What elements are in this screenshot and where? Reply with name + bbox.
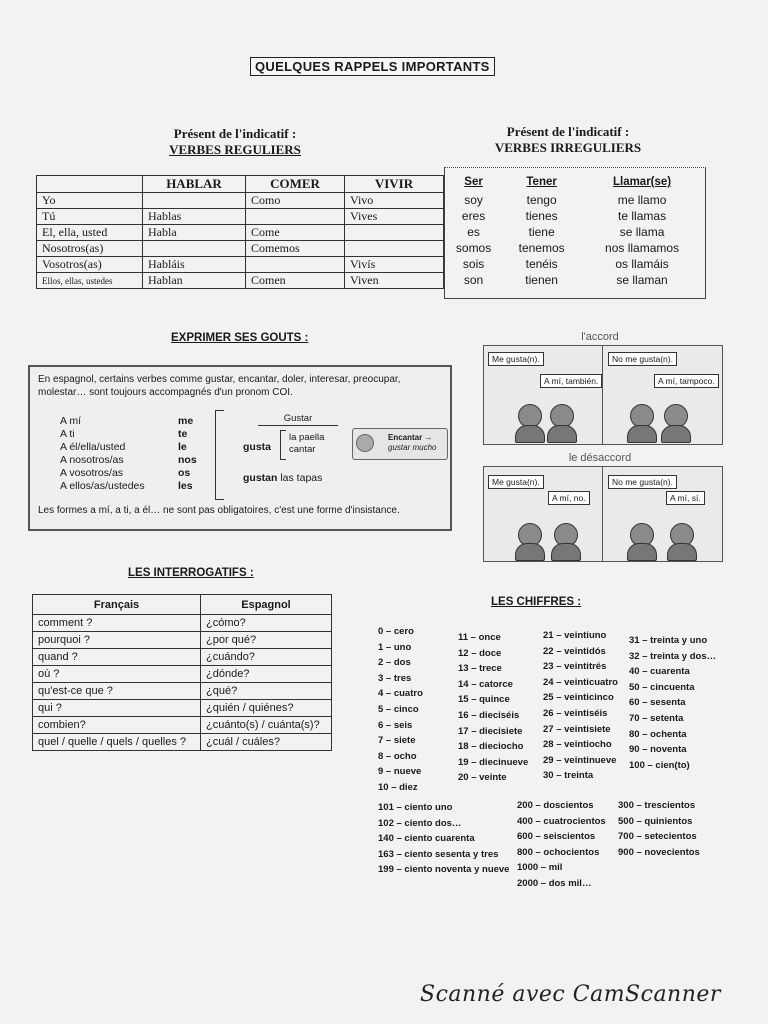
- regular-heading-line1: Présent de l'indicatif :: [173, 126, 297, 141]
- table-cell: somos: [455, 241, 492, 255]
- number-item: 100 – cien(to): [629, 759, 690, 771]
- table-header: Tener: [526, 176, 557, 188]
- number-item: 163 – ciento sesenta y tres: [378, 848, 499, 860]
- speech-bubble: No me gusta(n).: [608, 352, 677, 366]
- pronoun-item: A él/ella/usted: [60, 441, 126, 453]
- table-cell: Como: [246, 193, 345, 209]
- number-item: 32 – treinta y dos…: [629, 650, 717, 662]
- number-item: 15 – quince: [458, 694, 510, 706]
- table-cell: Hablan: [143, 273, 246, 289]
- character-body-icon: [515, 543, 545, 561]
- table-header: HABLAR: [143, 176, 246, 193]
- character-body-icon: [551, 543, 581, 561]
- table-cell: tienen: [525, 273, 558, 287]
- table-cell: [246, 209, 345, 225]
- table-row: [37, 257, 444, 273]
- number-item: 12 – doce: [458, 647, 502, 659]
- table-header: Espagnol: [201, 595, 332, 615]
- speech-bubble: A mí, sí.: [666, 491, 705, 505]
- coi-item: les: [178, 480, 193, 492]
- table-cell: ¿cuánto(s) / cuánta(s)?: [201, 717, 332, 734]
- table-cell: combien?: [33, 717, 201, 734]
- number-item: 700 – setecientos: [618, 831, 697, 843]
- scanner-watermark: Scanné avec CamScanner: [420, 982, 721, 1007]
- irregular-heading-line2: VERBES IRREGULIERS: [494, 140, 642, 155]
- table-cell: qui ?: [33, 700, 201, 717]
- number-item: 20 – veinte: [458, 772, 507, 784]
- accord-cartoon: [483, 345, 723, 445]
- table-header: VIVIR: [345, 176, 444, 193]
- number-item: 9 – nueve: [378, 766, 422, 778]
- table-cell: Comemos: [246, 241, 345, 257]
- speech-bubble: A mí, tampoco.: [654, 374, 719, 388]
- number-item: 80 – ochenta: [629, 728, 687, 740]
- table-cell: eres: [461, 209, 486, 223]
- numbers-col-101-199: [378, 800, 509, 878]
- table-cell: Vives: [345, 209, 444, 225]
- table-cell: ¿qué?: [201, 683, 332, 700]
- table-row: [33, 700, 332, 717]
- bracket-divider: [215, 410, 224, 500]
- table-cell: [143, 193, 246, 209]
- table-header: Ser: [464, 176, 483, 188]
- table-cell: qu'est-ce que ?: [33, 683, 201, 700]
- table-row: [444, 272, 704, 288]
- table-cell: Habla: [143, 225, 246, 241]
- table-cell: [246, 257, 345, 273]
- irregular-heading-line1: Présent de l'indicatif :: [506, 124, 630, 139]
- speech-bubble: Me gusta(n).: [488, 352, 544, 366]
- table-cell: Tú: [37, 209, 143, 225]
- number-item: 16 – dieciséis: [458, 709, 520, 721]
- character-body-icon: [661, 425, 691, 443]
- table-cell: ¿por qué?: [201, 632, 332, 649]
- character-body-icon: [515, 425, 545, 443]
- speech-bubble: A mí, no.: [548, 491, 590, 505]
- number-item: 18 – dieciocho: [458, 741, 524, 753]
- number-item: 400 – cuatrocientos: [517, 815, 606, 827]
- gouts-intro: En espagnol, certains verbes comme gustar, encantar, doler, interesar, preocupar, molestar… sont toujours accompagnés d'un pronom COI.: [38, 374, 401, 398]
- table-cell: sois: [462, 257, 485, 271]
- table-row: [33, 615, 332, 632]
- table-cell: comment ?: [33, 615, 201, 632]
- number-item: 25 – veinticinco: [543, 692, 614, 704]
- number-item: 40 – cuarenta: [629, 666, 690, 678]
- table-header-row: [444, 172, 704, 192]
- number-item: 21 – veintiuno: [543, 630, 607, 641]
- number-item: 50 – cincuenta: [629, 681, 695, 693]
- number-item: 24 – veinticuatro: [543, 676, 618, 688]
- number-item: 1 – uno: [378, 641, 412, 653]
- numbers-col-300-900: [618, 798, 700, 860]
- gusta-bracket: [280, 430, 286, 460]
- character-body-icon: [547, 425, 577, 443]
- number-item: 6 – seis: [378, 719, 413, 731]
- number-item: 1000 – mil: [517, 862, 563, 874]
- table-header: Llamar(se): [612, 176, 672, 188]
- table-cell: se llaman: [616, 273, 668, 287]
- table-cell: Hablas: [143, 209, 246, 225]
- table-row: [444, 192, 704, 208]
- table-row: [33, 717, 332, 734]
- table-cell: [345, 225, 444, 241]
- table-row: [33, 632, 332, 649]
- number-item: 23 – veintitrés: [543, 661, 607, 673]
- table-cell: quel / quelle / quels / quelles ?: [33, 734, 201, 751]
- table-cell: Habláis: [143, 257, 246, 273]
- table-row: [37, 273, 444, 289]
- table-cell: ¿quién / quiénes?: [201, 700, 332, 717]
- regular-heading-line2: VERBES REGULIERS: [169, 142, 301, 157]
- number-item: 11 – once: [458, 632, 501, 643]
- table-cell: ¿cuál / cuáles?: [201, 734, 332, 751]
- number-item: 2000 – dos mil…: [517, 877, 592, 889]
- number-item: 3 – tres: [378, 672, 412, 684]
- table-row: [37, 193, 444, 209]
- number-item: 17 – diecisiete: [458, 725, 523, 737]
- table-row: [444, 256, 704, 272]
- table-row: [444, 208, 704, 224]
- gouts-footnote: Les formes a mí, a ti, a él… ne sont pas obligatoires, c'est une forme d'insistance.: [38, 505, 400, 516]
- table-cell: où ?: [33, 666, 201, 683]
- number-item: 200 – doscientos: [517, 800, 594, 811]
- interrogatifs-table: [32, 594, 332, 751]
- pronoun-item: A mí: [60, 415, 82, 427]
- table-cell: ¿cuándo?: [201, 649, 332, 666]
- gusta-label: gusta: [243, 441, 272, 453]
- table-cell: tengo: [526, 193, 557, 207]
- table-cell: es: [467, 225, 480, 239]
- pronoun-item: A nosotros/as: [60, 454, 124, 466]
- number-item: 31 – treinta y uno: [629, 635, 708, 646]
- table-cell: [345, 241, 444, 257]
- table-cell: Yo: [37, 193, 143, 209]
- desaccord-title: le désaccord: [568, 452, 632, 464]
- number-item: 600 – seiscientos: [517, 831, 596, 843]
- character-body-icon: [667, 543, 697, 561]
- table-cell: me llamo: [617, 193, 667, 207]
- number-item: 8 – ocho: [378, 750, 417, 762]
- gusta-objects: [289, 432, 324, 456]
- table-cell: te llamas: [618, 209, 667, 223]
- table-cell: [143, 241, 246, 257]
- speech-bubble: No me gusta(n).: [608, 475, 677, 489]
- number-item: 14 – catorce: [458, 678, 513, 690]
- regular-heading: [150, 126, 320, 158]
- desaccord-cartoon: [483, 466, 723, 562]
- gusta-object: la paella: [289, 432, 325, 443]
- number-item: 7 – siete: [378, 735, 416, 747]
- table-row: [444, 240, 704, 256]
- coi-item: os: [178, 467, 191, 479]
- number-item: 800 – ochocientos: [517, 846, 600, 858]
- table-row: [33, 649, 332, 666]
- gustar-title: Gustar: [258, 413, 338, 426]
- table-cell: Comen: [246, 273, 345, 289]
- number-item: 70 – setenta: [629, 712, 684, 724]
- numbers-col-31-100: [629, 633, 716, 773]
- table-header: Français: [33, 595, 201, 615]
- number-item: 10 – diez: [378, 781, 418, 793]
- number-item: 60 – sesenta: [629, 697, 686, 709]
- gustan-line: [243, 472, 322, 484]
- number-item: 140 – ciento cuarenta: [378, 833, 475, 845]
- number-item: 19 – diecinueve: [458, 756, 529, 768]
- pronoun-list: [60, 415, 145, 493]
- table-row: [37, 241, 444, 257]
- number-item: 102 – ciento dos…: [378, 817, 462, 829]
- table-cell: tienes: [525, 209, 558, 223]
- table-cell: soy: [464, 193, 483, 207]
- number-item: 30 – treinta: [543, 770, 594, 782]
- table-cell: se llama: [619, 225, 665, 239]
- table-cell: Come: [246, 225, 345, 241]
- pronoun-item: A vosotros/as: [60, 467, 124, 479]
- table-cell: tenéis: [525, 257, 558, 271]
- number-item: 90 – noventa: [629, 744, 687, 756]
- accord-title: l'accord: [581, 331, 619, 343]
- table-cell: ¿cómo?: [201, 615, 332, 632]
- number-item: 2 – dos: [378, 657, 411, 669]
- pronoun-item: A ti: [60, 428, 75, 440]
- number-item: 199 – ciento noventa y nueve: [378, 864, 510, 876]
- irregular-verbs-table: [444, 172, 704, 288]
- number-item: 22 – veintidós: [543, 645, 606, 657]
- table-cell: El, ella, usted: [37, 225, 143, 241]
- irregular-heading: [478, 124, 658, 156]
- table-cell: Nosotros(as): [37, 241, 143, 257]
- speech-bubble: A mí, también.: [540, 374, 602, 388]
- coi-item: me: [178, 415, 194, 427]
- encantar-text: [388, 433, 436, 453]
- table-cell: os llamáis: [615, 257, 669, 271]
- number-item: 27 – veintisiete: [543, 723, 611, 735]
- gusta-object: cantar: [289, 444, 316, 455]
- table-cell: tiene: [528, 225, 555, 239]
- coi-item: nos: [178, 454, 197, 466]
- table-row: [33, 666, 332, 683]
- encantar-title: Encantar →: [388, 433, 433, 442]
- encantar-meaning: gustar mucho: [388, 443, 437, 452]
- coi-item: le: [178, 441, 187, 453]
- regular-verbs-table: [36, 175, 444, 289]
- panel-divider: [602, 346, 603, 444]
- interrogatifs-heading: LES INTERROGATIFS :: [128, 567, 254, 579]
- number-item: 29 – veintinueve: [543, 754, 617, 766]
- table-row: [37, 225, 444, 241]
- table-cell: Vosotros(as): [37, 257, 143, 273]
- coi-list: [178, 415, 197, 493]
- speech-bubble: Me gusta(n).: [488, 475, 544, 489]
- table-row: [37, 209, 444, 225]
- numbers-col-200-2000: [517, 798, 606, 892]
- table-cell: pourquoi ?: [33, 632, 201, 649]
- gouts-heading: EXPRIMER SES GOUTS :: [171, 332, 309, 344]
- numbers-col-0-10: [378, 624, 423, 796]
- number-item: 4 – cuatro: [378, 688, 423, 700]
- gustan-label: gustan: [243, 472, 278, 484]
- table-row: [444, 224, 704, 240]
- table-row: [33, 734, 332, 751]
- number-item: 26 – veintiséis: [543, 707, 608, 719]
- table-header-row: [37, 176, 444, 193]
- table-cell: Viven: [345, 273, 444, 289]
- table-cell: tenemos: [518, 241, 565, 255]
- number-item: 28 – veintiocho: [543, 739, 612, 751]
- encantar-icon: [356, 434, 374, 452]
- number-item: 500 – quinientos: [618, 815, 693, 827]
- numbers-col-11-20: [458, 630, 528, 786]
- number-item: 101 – ciento uno: [378, 802, 453, 813]
- panel-divider: [602, 467, 603, 561]
- number-item: 0 – cero: [378, 626, 414, 637]
- character-body-icon: [627, 543, 657, 561]
- table-cell: son: [463, 273, 484, 287]
- table-cell: quand ?: [33, 649, 201, 666]
- chiffres-heading: LES CHIFFRES :: [491, 596, 582, 608]
- table-cell: Vivo: [345, 193, 444, 209]
- numbers-col-21-30: [543, 628, 618, 784]
- table-header: COMER: [246, 176, 345, 193]
- gustan-object: las tapas: [280, 472, 323, 484]
- pronoun-item: A ellos/as/ustedes: [60, 480, 145, 492]
- table-header-row: [33, 595, 332, 615]
- table-cell: nos llamamos: [605, 241, 680, 255]
- number-item: 300 – trescientos: [618, 800, 696, 811]
- coi-item: te: [178, 428, 188, 440]
- table-header: [37, 176, 143, 193]
- table-cell: ¿dónde?: [201, 666, 332, 683]
- page-title: QUELQUES RAPPELS IMPORTANTS: [250, 57, 495, 76]
- number-item: 900 – novecientos: [618, 846, 700, 858]
- table-cell: Vivís: [345, 257, 444, 273]
- number-item: 13 – trece: [458, 663, 502, 675]
- number-item: 5 – cinco: [378, 703, 419, 715]
- table-row: [33, 683, 332, 700]
- table-cell: Ellos, ellas, ustedes: [37, 273, 143, 289]
- character-body-icon: [627, 425, 657, 443]
